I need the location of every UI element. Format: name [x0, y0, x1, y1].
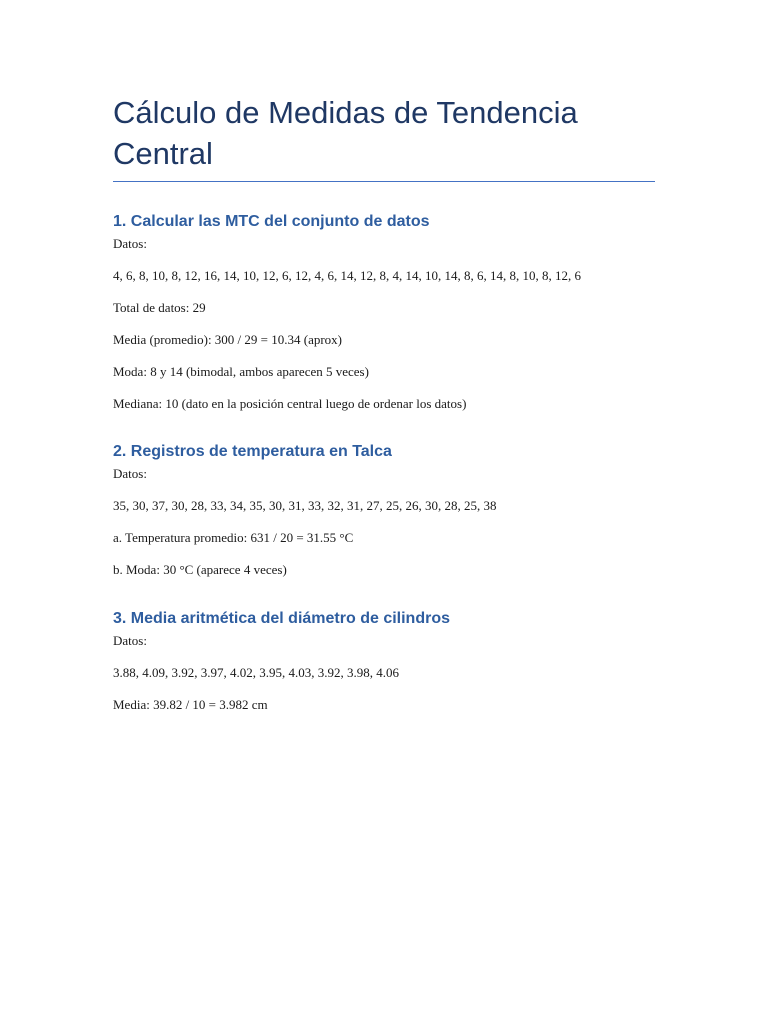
data-label: Datos: [113, 633, 147, 648]
data-label: Datos: [113, 236, 147, 251]
mode-result: b. Moda: 30 °C (aparece 4 veces) [113, 562, 287, 577]
mean-result: Media: 39.82 / 10 = 3.982 cm [113, 697, 268, 712]
total-count: Total de datos: 29 [113, 300, 206, 315]
median-result: Mediana: 10 (dato en la posición central luego de ordenar los datos) [113, 396, 467, 411]
section-cylinders [113, 609, 655, 713]
section-heading: 1. Calcular las MTC del conjunto de datos [113, 213, 430, 230]
section-heading: 3. Media aritmética del diámetro de cilindros [113, 610, 450, 627]
title-divider [113, 181, 655, 182]
mean-result: Media (promedio): 300 / 29 = 10.34 (aprox) [113, 332, 343, 347]
document-page [113, 92, 655, 713]
section-temperature [113, 442, 655, 578]
section-mtc [113, 212, 655, 412]
data-values: 4, 6, 8, 10, 8, 12, 16, 14, 10, 12, 6, 12, 4, 6, 14, 12, 8, 4, 14, 10, 14, 8, 6, 14, 8, 10, 8, 12, 6 [113, 268, 581, 283]
section-heading: 2. Registros de temperatura en Talca [113, 443, 392, 460]
mean-result: a. Temperatura promedio: 631 / 20 = 31.55 °C [113, 530, 354, 545]
data-values: 35, 30, 37, 30, 28, 33, 34, 35, 30, 31, 33, 32, 31, 27, 25, 26, 30, 28, 25, 38 [113, 498, 497, 513]
data-label: Datos: [113, 466, 147, 481]
page-title: Cálculo de Medidas de Tendencia Central [113, 95, 578, 171]
data-values: 3.88, 4.09, 3.92, 3.97, 4.02, 3.95, 4.03, 3.92, 3.98, 4.06 [113, 665, 399, 680]
mode-result: Moda: 8 y 14 (bimodal, ambos aparecen 5 veces) [113, 364, 369, 379]
